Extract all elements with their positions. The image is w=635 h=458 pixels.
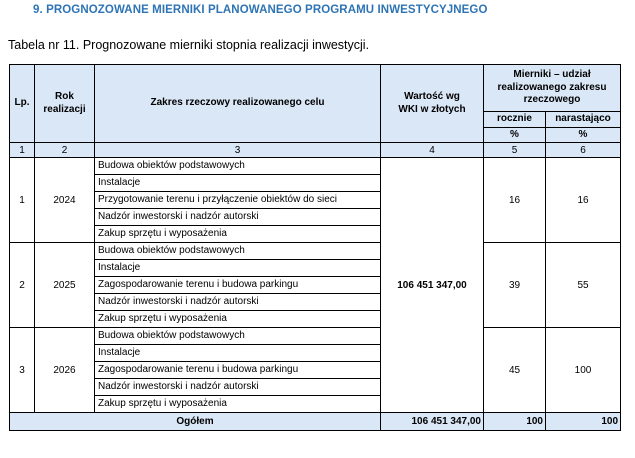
table-caption: Tabela nr 11. Prognozowane mierniki stopnia realizacji inwestycji. — [8, 38, 370, 52]
task-cell: Zagospodarowanie terenu i budowa parkingu — [95, 277, 381, 294]
task-cell: Przygotowanie terenu i przyłączenie obiektów do sieci — [95, 192, 381, 209]
task-cell: Zagospodarowanie terenu i budowa parkingu — [95, 362, 381, 379]
header-pct-narastajaco: % — [546, 128, 621, 143]
header-lp: Lp. — [10, 65, 35, 143]
total-row-value: 106 451 347,00 — [381, 413, 484, 431]
task-cell: Instalacje — [95, 260, 381, 277]
total-narastajaco: 100 — [546, 413, 621, 431]
row-narastajaco: 16 — [546, 158, 621, 243]
header-narastajaco: narastająco — [546, 112, 621, 128]
header-pct-rocznie: % — [484, 128, 546, 143]
row-narastajaco: 100 — [546, 328, 621, 413]
column-number: 1 — [10, 143, 35, 158]
task-cell: Zakup sprzętu i wyposażenia — [95, 396, 381, 413]
row-year: 2026 — [35, 328, 95, 413]
header-wartosc: Wartość wg WKI w złotych — [381, 65, 484, 143]
section-heading: 9. PROGNOZOWANE MIERNIKI PLANOWANEGO PROGRAMU INWESTYCYJNEGO — [33, 4, 488, 16]
row-rocznie: 45 — [484, 328, 546, 413]
table-row — [10, 158, 621, 175]
investment-metrics-table — [9, 64, 621, 431]
total-rocznie: 100 — [484, 413, 546, 431]
column-number: 6 — [546, 143, 621, 158]
row-year: 2025 — [35, 243, 95, 328]
task-cell: Nadzór inwestorski i nadzór autorski — [95, 209, 381, 226]
row-lp: 1 — [10, 158, 35, 243]
column-number: 3 — [95, 143, 381, 158]
task-cell: Instalacje — [95, 175, 381, 192]
column-number: 5 — [484, 143, 546, 158]
row-rocznie: 16 — [484, 158, 546, 243]
total-row — [10, 413, 621, 431]
task-cell: Zakup sprzętu i wyposażenia — [95, 311, 381, 328]
table-row — [10, 243, 621, 260]
task-cell: Nadzór inwestorski i nadzór autorski — [95, 379, 381, 396]
row-year: 2024 — [35, 158, 95, 243]
column-number: 2 — [35, 143, 95, 158]
row-lp: 2 — [10, 243, 35, 328]
task-cell: Instalacje — [95, 345, 381, 362]
total-value-cell: 106 451 347,00 — [381, 158, 484, 413]
header-zakres: Zakres rzeczowy realizowanego celu — [95, 65, 381, 143]
task-cell: Budowa obiektów podstawowych — [95, 158, 381, 175]
total-label: Ogółem — [10, 413, 381, 431]
row-rocznie: 39 — [484, 243, 546, 328]
column-number-row — [10, 143, 621, 158]
row-narastajaco: 55 — [546, 243, 621, 328]
header-mierniki: Mierniki – udział realizowanego zakresu rzeczowego — [484, 65, 621, 112]
header-rok: Rok realizacji — [35, 65, 95, 143]
task-cell: Budowa obiektów podstawowych — [95, 328, 381, 345]
row-lp: 3 — [10, 328, 35, 413]
task-cell: Zakup sprzętu i wyposażenia — [95, 226, 381, 243]
task-cell: Budowa obiektów podstawowych — [95, 243, 381, 260]
task-cell: Nadzór inwestorski i nadzór autorski — [95, 294, 381, 311]
column-number: 4 — [381, 143, 484, 158]
header-rocznie: rocznie — [484, 112, 546, 128]
table-row — [10, 328, 621, 345]
